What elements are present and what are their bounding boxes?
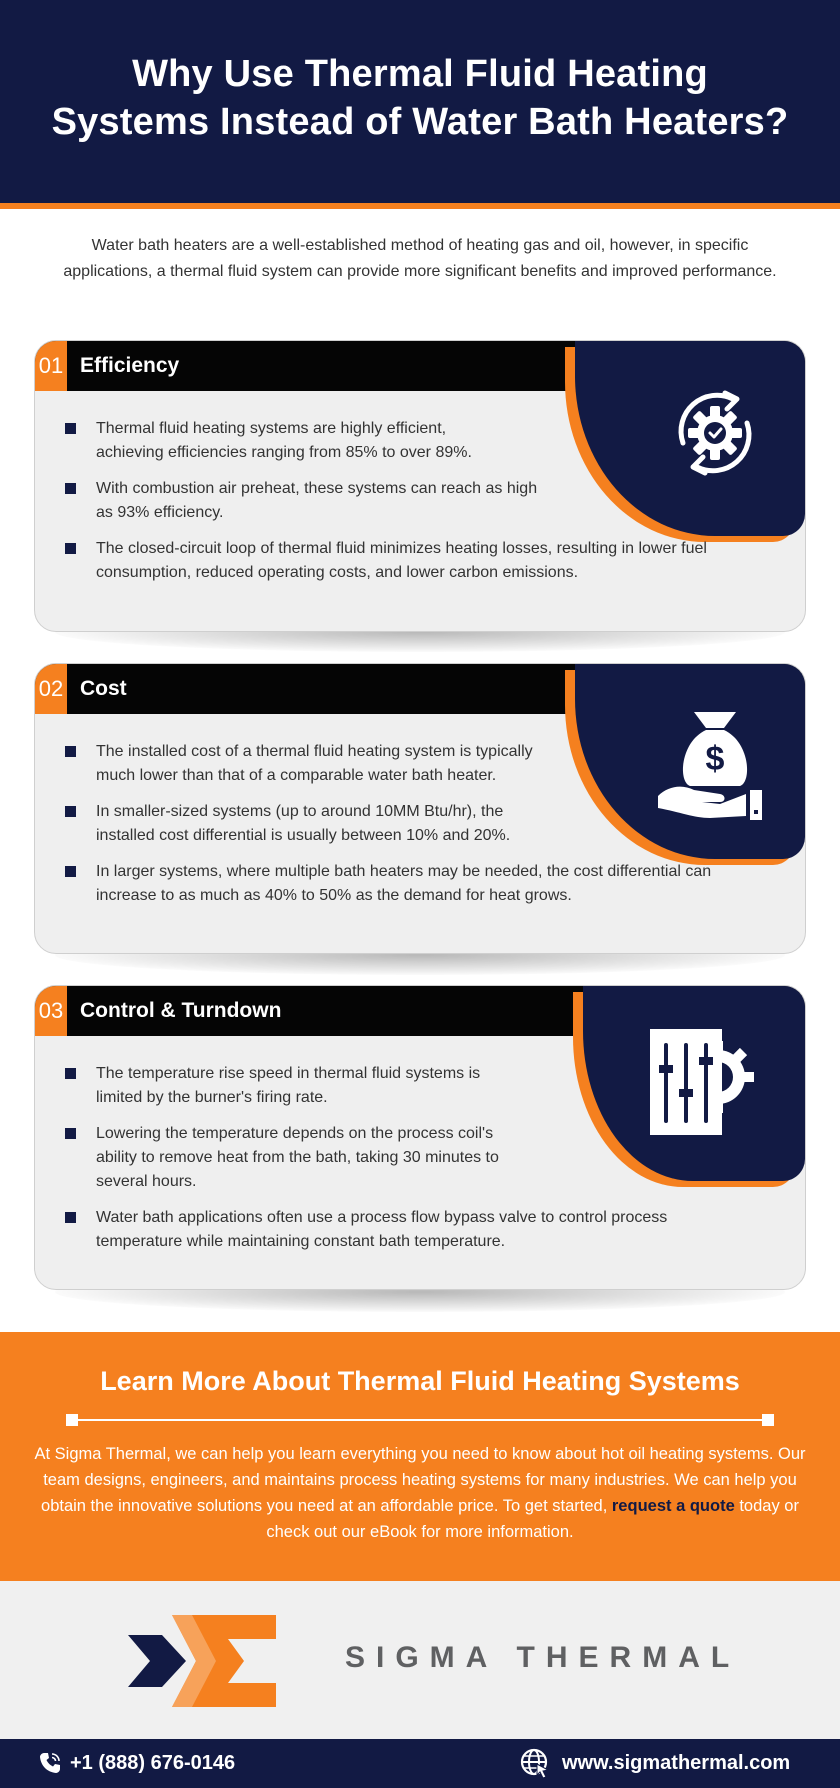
section-title: Control & Turndown: [80, 999, 282, 1022]
section-bullet-list: [65, 417, 765, 597]
globe-cursor-icon: [520, 1748, 550, 1778]
section-number: 01: [35, 341, 67, 391]
sigma-logo-icon: [120, 1611, 280, 1711]
section-bullet-list: [65, 740, 775, 920]
brand-band: [0, 1581, 840, 1739]
footer-bar: [0, 1739, 840, 1788]
learn-more-section: [0, 1332, 840, 1581]
intro-text: Water bath heaters are a well-established method of heating gas and oil, however, in specific applications, a thermal fluid system can provide more significant benefits and improved performance.: [63, 237, 777, 280]
section-number: 03: [35, 986, 67, 1036]
list-item: In smaller-sized systems (up to around 10MM Btu/hr), the installed cost differential is usually between 10% and 20%.: [65, 800, 565, 848]
section-bullet-list: [65, 1062, 765, 1266]
website-link[interactable]: www.sigmathermal.com: [562, 1752, 791, 1774]
phone-number[interactable]: +1 (888) 676-0146: [70, 1752, 236, 1774]
title-line-1: Why Use Thermal Fluid Heating: [132, 53, 708, 95]
section-number: 02: [35, 664, 67, 714]
section-title: Cost: [80, 677, 127, 700]
svg-text:$: $: [705, 740, 725, 778]
request-quote-link[interactable]: request a quote: [611, 1497, 735, 1515]
section-card-cost: [34, 663, 806, 954]
header-banner: [0, 0, 840, 209]
section-card-control-turndown: [34, 985, 806, 1290]
section-card-efficiency: [34, 340, 806, 632]
divider-line: [66, 1413, 774, 1427]
phone-icon: [38, 1751, 62, 1775]
list-item: Lowering the temperature depends on the process coil's ability to remove heat from the bath, taking 30 minutes to several hours.: [65, 1122, 535, 1194]
brand-wordmark: SIGMA THERMAL: [345, 1641, 741, 1674]
learn-more-body: At Sigma Thermal, we can help you learn everything you need to know about hot oil heating systems. Our team designs, engineers, and maintains process heating systems for many industries. We can help you obtain the innovative solutions you need at an affordable price. To get started, request a quote today or check out our eBook for more information.: [34, 1445, 806, 1541]
list-item: The temperature rise speed in thermal fluid systems is limited by the burner's firing rate.: [65, 1062, 525, 1110]
title-line-2: Systems Instead of Water Bath Heaters?: [51, 101, 789, 143]
list-item: The installed cost of a thermal fluid heating system is typically much lower than that of a comparable water bath heater.: [65, 740, 565, 788]
section-title: Efficiency: [80, 354, 180, 377]
list-item: Water bath applications often use a process flow bypass valve to control process temperature while maintaining constant bath temperature.: [65, 1206, 685, 1254]
list-item: Thermal fluid heating systems are highly efficient, achieving efficiencies ranging from 85% to over 89%.: [65, 417, 485, 465]
list-item: The closed-circuit loop of thermal fluid minimizes heating losses, resulting in lower fuel consumption, reduced operating costs, and lower carbon emissions.: [65, 537, 735, 585]
learn-more-heading: Learn More About Thermal Fluid Heating Systems: [100, 1366, 740, 1396]
page-title: [0, 50, 840, 146]
list-item: In larger systems, where multiple bath heaters may be needed, the cost differential can increase to as much as 40% to 50% as the demand for heat grows.: [65, 860, 775, 908]
list-item: With combustion air preheat, these systems can reach as high as 93% efficiency.: [65, 477, 555, 525]
